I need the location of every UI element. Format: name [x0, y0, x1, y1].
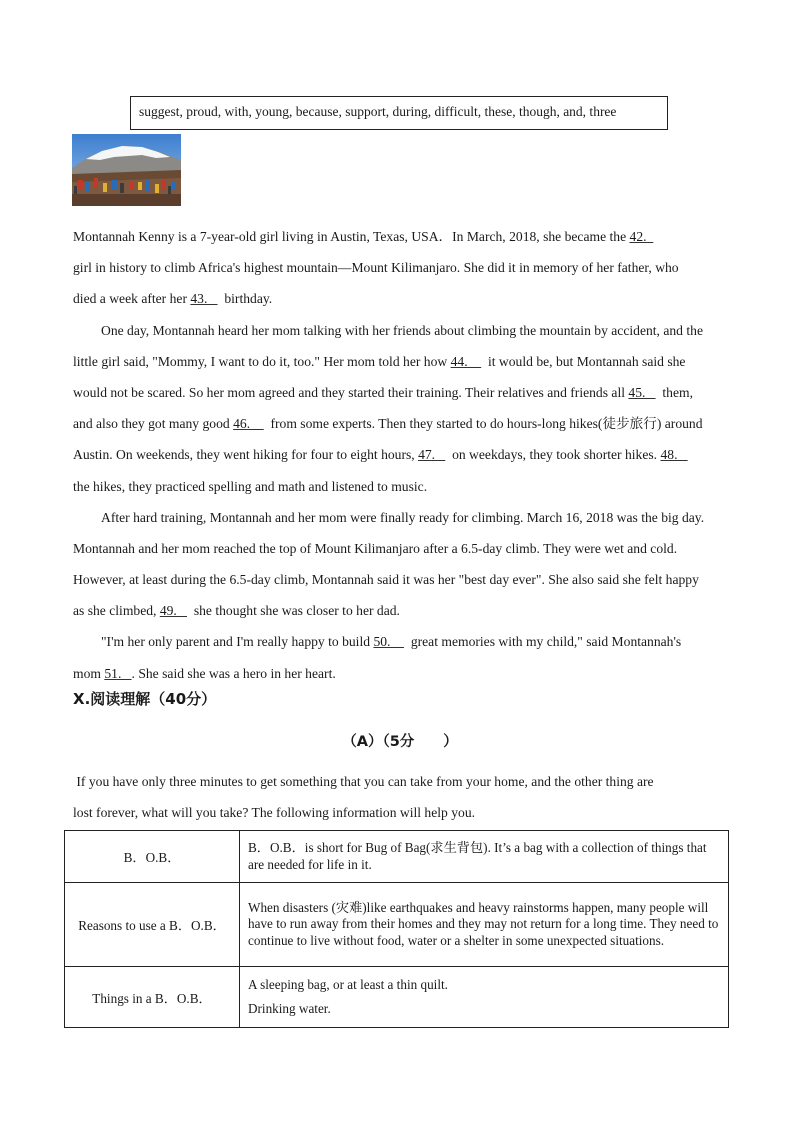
answer-blank[interactable]: 45.: [628, 384, 656, 400]
passage-text: After hard training, Montannah and her mom were finally ready for climbing. March 16, 2018 was the big day.: [101, 509, 705, 525]
passage-text: girl in history to climb Africa's highest mountain—Mount Kilimanjaro. She did it in memory of her father, who: [73, 260, 679, 276]
word-bank-box: [130, 96, 668, 130]
passage-line: [73, 439, 728, 470]
answer-blank[interactable]: 43.: [190, 291, 218, 307]
answer-blank[interactable]: 46.: [233, 416, 264, 432]
answer-blank[interactable]: 47.: [418, 447, 446, 463]
passage-text: from some experts. Then they started to do hours-long hikes(徒步旅行) around: [263, 416, 703, 432]
passage-line: [73, 658, 728, 689]
cloze-passage: [73, 221, 728, 689]
row-key: B．O.B．: [65, 831, 240, 883]
row-value: [240, 967, 729, 1028]
answer-blank[interactable]: 48.: [660, 447, 688, 463]
passage-line: [73, 502, 728, 533]
passage-line: [73, 221, 728, 252]
table-row: [65, 967, 729, 1028]
passage-line: [73, 533, 728, 564]
passage-line: [73, 283, 728, 314]
passage-text: died a week after her: [73, 291, 191, 307]
passage-text: Austin. On weekends, they went hiking for four to eight hours,: [73, 447, 419, 463]
table-row: [65, 831, 729, 883]
passage-text: . She said she was a hero in her heart.: [131, 665, 336, 681]
item-text: A sleeping bag, or at least a thin quilt.: [248, 977, 448, 992]
part-heading: （A）（5分 ）: [342, 734, 458, 750]
row-value: When disasters (灾难)like earthquakes and heavy rainstorms happen, many people will have to run away from their homes and they may not return for a long time. They need to continue to live without food, water or a shelter in some unexpected situations.: [240, 883, 729, 967]
passage-text: "I'm her only parent and I'm really happy to build: [101, 634, 374, 650]
word-bank-text: suggest, proud, with, young, because, support, during, difficult, these, though, and, three: [139, 104, 617, 119]
item-text: Drinking water.: [248, 1001, 331, 1016]
passage-text: Montannah and her mom reached the top of Mount Kilimanjaro after a 6.5-day climb. They were wet and cold.: [73, 540, 678, 556]
passage-text: birthday.: [217, 291, 273, 307]
row-key: Reasons to use a B．O.B．: [65, 883, 240, 967]
section-heading: X.阅读理解（40分）: [73, 690, 217, 708]
intro-line: If you have only three minutes to get something that you can take from your home, and the other thing are: [73, 774, 654, 789]
kilimanjaro-photo: [72, 134, 181, 206]
passage-line: [73, 408, 728, 439]
passage-line: [73, 595, 728, 626]
passage-text: as she climbed,: [73, 603, 160, 619]
passage-line: [73, 626, 728, 657]
passage-text: it would be, but Montannah said she: [481, 353, 686, 369]
passage-line: [73, 377, 728, 408]
intro-line: lost forever, what will you take? The following information will help you.: [73, 805, 476, 820]
passage-line: [73, 346, 728, 377]
answer-blank[interactable]: 44.: [450, 353, 482, 369]
passage-text: would not be scared. So her mom agreed and they started their training. Their relatives and friends all: [73, 384, 629, 400]
passage-line: [73, 252, 728, 283]
answer-blank[interactable]: 42.: [629, 229, 654, 244]
passage-text: little girl said, "Mommy, I want to do it, too." Her mom told her how: [73, 353, 451, 369]
reading-intro: [73, 766, 728, 828]
passage-line: [73, 564, 728, 595]
passage-text: and also they got many good: [73, 416, 234, 432]
row-value: B．O.B．is short for Bug of Bag(求生背包). It’s a bag with a collection of things that are needed for life in it.: [240, 831, 729, 883]
passage-text: One day, Montannah heard her mom talking with her friends about climbing the mountain by accident, and the: [101, 322, 703, 338]
passage-text: Montannah Kenny is a 7-year-old girl living in Austin, Texas, USA．In March, 2018, she became the: [73, 229, 630, 244]
passage-text: great memories with my child," said Montannah's: [404, 634, 682, 650]
passage-text: them,: [655, 384, 693, 400]
table-row: [65, 883, 729, 967]
answer-blank[interactable]: 51.: [104, 665, 132, 681]
bob-info-table: [64, 830, 729, 1028]
passage-text: the hikes, they practiced spelling and math and listened to music.: [73, 478, 428, 494]
passage-line: [73, 471, 728, 502]
row-key: Things in a B．O.B．: [65, 967, 240, 1028]
passage-text: However, at least during the 6.5-day climb, Montannah said it was her "best day ever". She also said she felt happy: [73, 572, 699, 588]
passage-line: [73, 315, 728, 346]
passage-text: she thought she was closer to her dad.: [187, 603, 400, 619]
passage-text: mom: [73, 665, 105, 681]
passage-text: on weekdays, they took shorter hikes.: [445, 447, 661, 463]
answer-blank[interactable]: 50.: [373, 634, 405, 650]
answer-blank[interactable]: 49.: [159, 603, 188, 619]
